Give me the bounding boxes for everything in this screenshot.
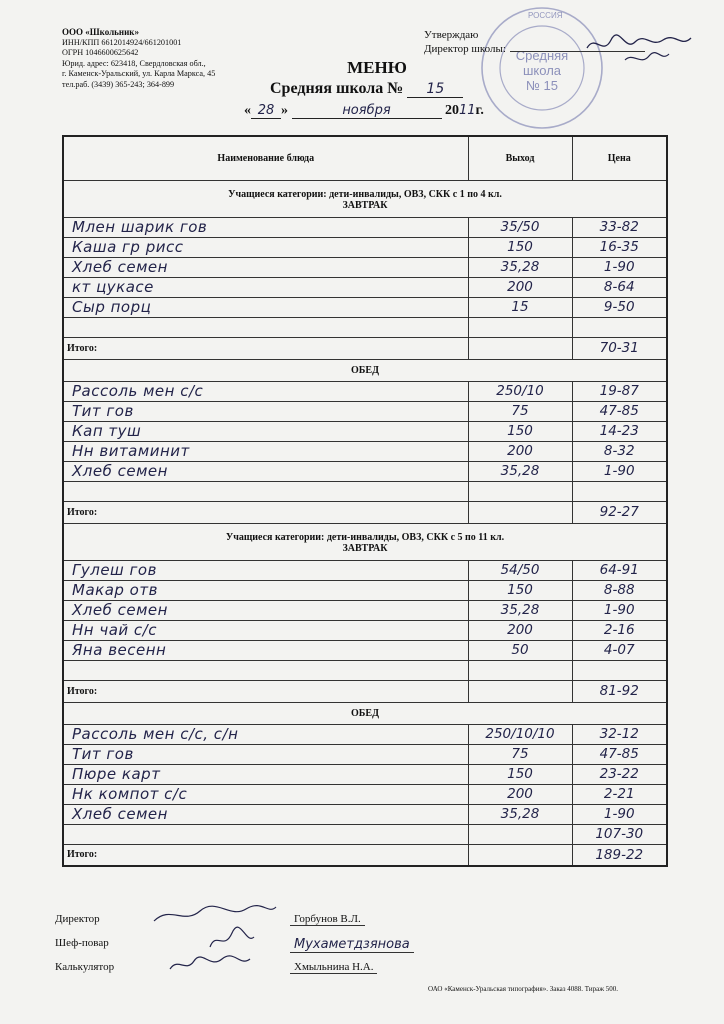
dish-name-cell: Каша гр рисс [63,237,468,257]
dish-output-cell: 200 [468,277,572,297]
dish-output-cell: 150 [468,764,572,784]
meal-label: ОБЕД [63,359,667,381]
printer-note: ОАО «Каменск-Уральская типография». Заказ 4088. Тираж 500. [428,985,619,993]
dish-price-cell: 1-90 [572,804,667,824]
dish-price-cell: 2-16 [572,620,667,640]
date-year-end: г. [475,103,484,118]
date-close-quote: » [281,103,288,118]
school-number: 15 [407,81,463,98]
table-row [63,640,667,660]
director-name: Горбунов В.Л. [290,913,365,926]
dish-price-cell: 32-12 [572,724,667,744]
dish-price-cell: 47-85 [572,401,667,421]
table-row [63,804,667,824]
dish-price-cell: 1-90 [572,600,667,620]
dish-output-cell: 200 [468,620,572,640]
dish-output-cell: 35/50 [468,217,572,237]
dish-name-cell: Хлеб семен [63,257,468,277]
dish-output-cell [468,317,572,337]
approve-label: Утверждаю [424,29,479,41]
dish-name-cell: Млен шарик гов [63,217,468,237]
dish-price-cell: 9-50 [572,297,667,317]
dish-price-cell [572,481,667,501]
dish-name-cell: Хлеб семен [63,461,468,481]
menu-date [244,103,524,119]
dish-price-cell [572,660,667,680]
stamp-center-line: школа [522,63,562,78]
chef-name: Мухаметдзянова [290,937,414,953]
dish-name-cell [63,824,468,844]
dish-output-cell: 200 [468,784,572,804]
table-row [63,620,667,640]
category-label: Учащиеся категории: дети-инвалиды, ОВЗ, СКК с 1 по 4 кл. [228,188,502,200]
dish-name-cell: кт цукасе [63,277,468,297]
meal-row [63,359,667,381]
dish-output-cell: 150 [468,421,572,441]
dish-price-cell: 16-35 [572,237,667,257]
table-row [63,824,667,844]
dish-price-cell: 8-88 [572,580,667,600]
dish-price-cell: 1-90 [572,257,667,277]
stamp-ring-text: РОССИЯ [528,11,563,20]
organization-name: ООО «Школьник» [62,27,139,37]
approve-director-label: Директор школы: [424,43,506,55]
table-row [63,381,667,401]
dish-output-cell: 35,28 [468,257,572,277]
dish-output-cell: 54/50 [468,560,572,580]
dish-name-cell [63,481,468,501]
table-row [63,401,667,421]
total-row [63,337,667,359]
menu-body [63,180,667,866]
table-row [63,580,667,600]
org-line: Юрид. адрес: 623418, Свердловская обл., [62,58,206,68]
date-open-quote: « [244,103,251,118]
dish-price-cell: 2-21 [572,784,667,804]
total-output-cell [468,501,572,523]
total-output-cell [468,337,572,359]
dish-price-cell: 33-82 [572,217,667,237]
table-row [63,237,667,257]
dish-price-cell: 64-91 [572,560,667,580]
dish-name-cell: Нн витаминит [63,441,468,461]
meal-row [63,702,667,724]
table-row [63,441,667,461]
table-row [63,257,667,277]
table-row [63,764,667,784]
table-row [63,744,667,764]
dish-name-cell: Тит гов [63,744,468,764]
calculator-name: Хмыльнина Н.А. [290,961,377,974]
dish-name-cell: Яна весенн [63,640,468,660]
category-row [63,180,667,217]
category-row [63,523,667,560]
total-row [63,844,667,866]
total-row [63,501,667,523]
dish-price-cell: 47-85 [572,744,667,764]
table-row [63,724,667,744]
dish-name-cell: Нк компот с/с [63,784,468,804]
table-row [63,217,667,237]
dish-name-cell: Кап туш [63,421,468,441]
total-price-cell: 92-27 [572,501,667,523]
dish-name-cell [63,317,468,337]
org-line: г. Каменск-Уральский, ул. Карла Маркса, 45 [62,69,216,79]
dish-output-cell: 250/10 [468,381,572,401]
dish-price-cell [572,317,667,337]
dish-output-cell: 35,28 [468,600,572,620]
dish-name-cell: Рассоль мен с/с [63,381,468,401]
header-output: Выход [468,136,572,180]
meal-label: ЗАВТРАК [342,542,388,554]
table-row [63,461,667,481]
dish-output-cell [468,824,572,844]
dish-price-cell: 8-64 [572,277,667,297]
header-price: Цена [572,136,667,180]
header-dish-name: Наименование блюда [63,136,468,180]
calculator-label: Калькулятор [55,961,115,973]
table-row [63,421,667,441]
dish-name-cell: Макар отв [63,580,468,600]
org-line: ОГРН 1046600625642 [62,48,139,58]
table-row [63,600,667,620]
dish-output-cell: 75 [468,401,572,421]
dish-output-cell: 200 [468,441,572,461]
dish-name-cell: Хлеб семен [63,804,468,824]
dish-name-cell: Пюре карт [63,764,468,784]
stamp-center-line: № 15 [525,78,559,93]
table-row [63,317,667,337]
table-header-row [63,136,667,180]
dish-price-cell: 23-22 [572,764,667,784]
total-label: Итого: [63,337,468,359]
calculator-signature-mark [150,949,280,977]
total-label: Итого: [63,680,468,702]
org-line: тел.раб. (3439) 365-243; 364-899 [62,79,175,89]
dish-output-cell [468,481,572,501]
category-cell [63,180,667,217]
dish-output-cell [468,660,572,680]
stamp-center-line: Средняя [515,48,569,63]
table-row [63,660,667,680]
page-subtitle [270,80,463,98]
dish-output-cell: 15 [468,297,572,317]
dish-price-cell: 14-23 [572,421,667,441]
meal-label: ОБЕД [63,702,667,724]
dish-name-cell: Сыр порц [63,297,468,317]
table-row [63,784,667,804]
menu-table [62,135,668,867]
dish-output-cell: 35,28 [468,461,572,481]
table-row [63,297,667,317]
total-price-cell: 81-92 [572,680,667,702]
dish-name-cell: Хлеб семен [63,600,468,620]
table-row [63,277,667,297]
dish-output-cell: 150 [468,237,572,257]
date-year-suffix: 11 [459,103,476,118]
dish-name-cell [63,660,468,680]
dish-name-cell: Тит гов [63,401,468,421]
dish-price-cell: 107-30 [572,824,667,844]
date-year-prefix: 20 [445,103,459,118]
dish-name-cell: Нн чай с/с [63,620,468,640]
dish-name-cell: Рассоль мен с/с, с/н [63,724,468,744]
table-row [63,560,667,580]
dish-price-cell: 1-90 [572,461,667,481]
total-price-cell: 189-22 [572,844,667,866]
total-price-cell: 70-31 [572,337,667,359]
total-output-cell [468,680,572,702]
date-month: ноября [292,103,442,119]
total-label: Итого: [63,844,468,866]
org-line: ИНН/КПП 6612014924/661201001 [62,37,182,47]
dish-name-cell: Гулеш гов [63,560,468,580]
signatures-block [55,913,675,983]
dish-output-cell: 35,28 [468,804,572,824]
total-row [63,680,667,702]
meal-label: ЗАВТРАК [342,199,388,211]
date-day: 28 [251,103,281,119]
dish-output-cell: 75 [468,744,572,764]
dish-output-cell: 250/10/10 [468,724,572,744]
dish-output-cell: 50 [468,640,572,660]
chef-label: Шеф-повар [55,937,109,949]
table-row [63,481,667,501]
total-label: Итого: [63,501,468,523]
page-title: МЕНЮ [347,58,407,77]
dish-price-cell: 19-87 [572,381,667,401]
category-label: Учащиеся категории: дети-инвалиды, ОВЗ, СКК с 5 по 11 кл. [225,531,505,543]
dish-output-cell: 150 [468,580,572,600]
director-label: Директор [55,913,100,925]
total-output-cell [468,844,572,866]
dish-price-cell: 4-07 [572,640,667,660]
dish-price-cell: 8-32 [572,441,667,461]
subtitle-prefix: Средняя школа № [270,80,404,97]
category-cell [63,523,667,560]
